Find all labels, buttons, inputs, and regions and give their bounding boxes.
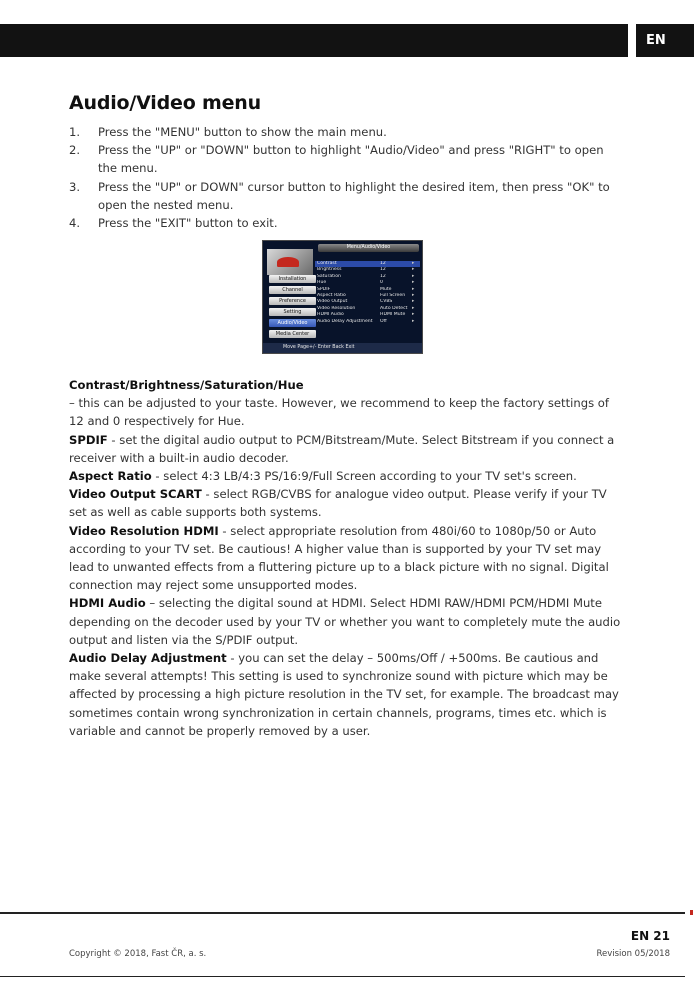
arrow-right-icon: ▸ [412, 273, 415, 279]
tv-row-value: Off [380, 318, 387, 324]
tv-row-key: SPDIF [317, 286, 331, 292]
tv-sidebar-item-setting: Setting [269, 308, 316, 316]
step-number: 3. [69, 179, 81, 194]
tv-row-key: Hue [317, 280, 327, 286]
term-video-output: Video Output SCART [69, 487, 202, 502]
step-item [69, 123, 619, 141]
arrow-right-icon: ▸ [412, 292, 415, 298]
description-text [69, 376, 623, 740]
step-item [69, 214, 619, 232]
arrow-right-icon: ▸ [412, 299, 415, 305]
bottom-divider [0, 976, 685, 977]
arrow-right-icon: ▸ [412, 305, 415, 311]
text-aspect-ratio: - select 4:3 LB/4:3 PS/16:9/Full Screen according to your TV set's screen. [151, 469, 577, 484]
arrow-right-icon: ▸ [412, 261, 415, 266]
para-hdmi-audio [69, 594, 623, 649]
arrow-right-icon: ▸ [412, 286, 415, 292]
tv-row-key: Audio Delay Adjustment [317, 318, 373, 324]
para-video-output [69, 485, 623, 521]
tv-row-value: HDMI Mute [380, 312, 406, 318]
copyright: Copyright © 2018, Fast ČR, a. s. [69, 949, 207, 959]
tv-row-key: HDMI Audio [317, 312, 344, 318]
tv-sidebar-item-preference: Preference [269, 297, 316, 305]
tv-logo [267, 249, 313, 275]
para-spdif [69, 431, 623, 467]
tv-row-key: Video Resolution [317, 305, 356, 311]
term-audio-delay: Audio Delay Adjustment [69, 651, 227, 666]
para-aspect-ratio [69, 467, 623, 485]
tv-row-key: Aspect Ratio [317, 292, 346, 298]
tv-row-key: Brightness [317, 267, 342, 273]
arrow-right-icon: ▸ [412, 267, 415, 273]
term-spdif: SPDIF [69, 432, 108, 447]
tv-row-value: Full Screen [380, 292, 406, 298]
page-title: Audio/Video menu [69, 92, 261, 114]
tv-row-value: 12 [380, 273, 386, 279]
term-hdmi-audio: HDMI Audio [69, 596, 146, 611]
text-video-resolution: - select appropriate resolution from 480i/60 to 1080p/50 or Auto according to your TV set. Be cautious! A higher value than is supported by your TV set may lead to unwanted effects from a fluttering picture up to a black picture with no signal. Digital connection may reject some unsupported modes. [69, 523, 609, 593]
tv-menu-footer: Move Page+/- Enter Back Exit [263, 343, 423, 353]
para-video-resolution [69, 522, 623, 595]
tv-row-value: Auto Detect [380, 305, 408, 311]
term-contrast: Contrast/Brightness/Saturation/Hue [69, 378, 304, 392]
step-text: Press the "UP" or "DOWN" button to highlight "Audio/Video" and press "RIGHT" to open the menu. [98, 143, 604, 176]
heading-contrast [69, 376, 623, 394]
tv-menu-screenshot [262, 240, 423, 354]
text-video-output: - select RGB/CVBS for analogue video output. Please verify if your TV set as well as cable supports both systems. [69, 487, 607, 520]
tv-sidebar-item-audio-video: Audio/Video [269, 319, 316, 327]
term-aspect-ratio: Aspect Ratio [69, 469, 152, 484]
para-contrast [69, 394, 623, 430]
step-text: Press the "EXIT" button to exit. [98, 216, 278, 231]
tv-sidebar-item-installation: Installation [269, 275, 316, 283]
tv-row-value: CVBS [380, 299, 393, 305]
step-item [69, 141, 619, 177]
tv-settings-list [315, 261, 420, 325]
step-text: Press the "UP" or DOWN" cursor button to highlight the desired item, then press "OK" to open the nested menu. [98, 179, 610, 212]
tv-row-value: 12 [380, 267, 386, 273]
tv-sidebar [269, 275, 316, 341]
language-tab: EN [636, 24, 694, 57]
tv-row-key: Contrast [317, 261, 337, 266]
step-number: 4. [69, 216, 81, 231]
revision: Revision 05/2018 [596, 949, 670, 959]
tv-row-value: Mute [380, 286, 392, 292]
steps-list [69, 123, 619, 232]
text-spdif: - set the digital audio output to PCM/Bitstream/Mute. Select Bitstream if you connect a receiver with a built-in audio decoder. [69, 432, 615, 465]
tv-sidebar-item-media-center: Media Center [269, 330, 316, 338]
footer-divider [0, 912, 685, 914]
page-number: EN 21 [630, 929, 670, 943]
step-number: 2. [69, 143, 81, 158]
step-item [69, 178, 619, 214]
text-contrast: – this can be adjusted to your taste. However, we recommend to keep the factory settings of 12 and 0 respectively for Hue. [69, 396, 609, 429]
tv-row-value: 0 [380, 280, 383, 286]
term-video-resolution: Video Resolution HDMI [69, 523, 219, 538]
para-audio-delay [69, 649, 623, 740]
tv-row-key: Saturation [317, 273, 341, 279]
tv-menu-header: Menu/Audio/Video [318, 244, 419, 252]
text-audio-delay: - you can set the delay – 500ms/Off / +500ms. Be cautious and make several attempts! This setting is used to synchronize sound with picture which may be affected by processing a high picture resolution in the TV set, for example. The broadcast may sometimes contain wrong synchronization in certain channels, programs, times etc. which is variable and cannot be properly removed by a user. [69, 651, 619, 738]
text-hdmi-audio: – selecting the digital sound at HDMI. Select HDMI RAW/HDMI PCM/HDMI Mute depending on the decoder used by your TV or whether you want to completely mute the audio output and listen via the S/PDIF output. [69, 596, 621, 647]
arrow-right-icon: ▸ [412, 280, 415, 286]
footer-accent-mark [690, 910, 693, 915]
tv-row [315, 319, 420, 325]
header-bar [0, 24, 628, 57]
tv-row-value: 12 [380, 261, 386, 266]
tv-row-key: Video Output [317, 299, 348, 305]
logo-mark-icon [277, 257, 299, 267]
step-text: Press the "MENU" button to show the main menu. [98, 125, 387, 139]
arrow-right-icon: ▸ [412, 312, 415, 318]
step-number: 1. [69, 125, 81, 139]
arrow-right-icon: ▸ [412, 318, 415, 324]
tv-sidebar-item-channel: Channel [269, 286, 316, 294]
